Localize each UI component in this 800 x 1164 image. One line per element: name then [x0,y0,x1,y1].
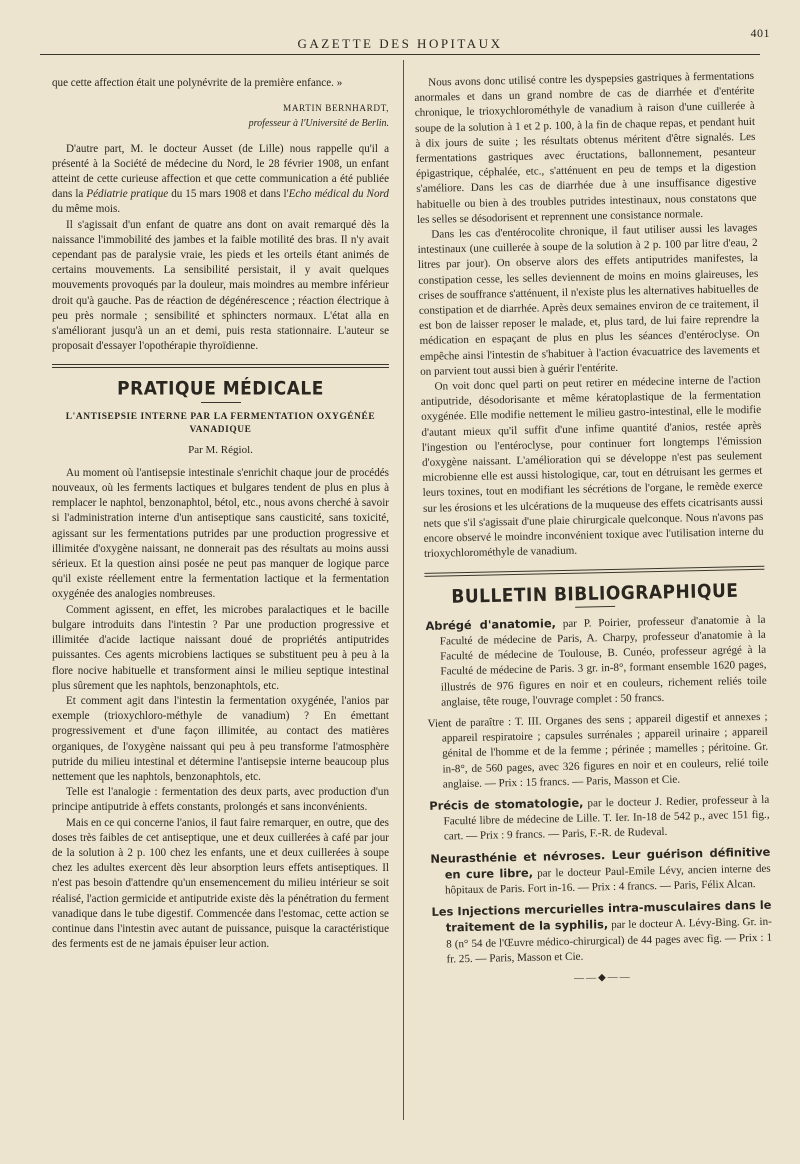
end-ornament: ——◆—— [573,971,632,984]
column-divider [403,60,404,1120]
bib-text: par P. Poirier, professeur d'anatomie à la Faculté de médecine de Paris, A. Charpy, professeur d'anatomie à la Faculté de médecine de Toulouse, B. Cunéo, professeur agrégé à la Faculté de médecine de Paris. 3 gr. in-8°, formant ensemble 1620 pages, illustrés de 976 figures en noir et en couleurs, richement reliés toile anglaise, tête rouge, l'ouvrage complet : 50 francs. [439,613,767,709]
paragraph-case: Il s'agissait d'un enfant de quatre ans dont on avait remarqué dès la naissance l'immobilité des jambes et la faible motilité des bras. Il n'y avait cependant pas de paralysie vraie, les pieds et les orteils étant animés de certains mouvements. La sensibilité persistait, il y avait quelques mouvements provoqués par la douleur, mais moindres au membre inférieur droit qu'à gauche. Pas de réaction de dégénérescence ; réaction électrique à peu près normale ; sensibilité et sphincters normaux. L'état alla en s'améliorant jusqu'à un an et demi, puis resta stationnaire. L'auteur se proposait d'essayer l'opothérapie thyroïdienne. [52,218,389,353]
continued-paragraph: que cette affection était une polynévrite de la première enfance. » [52,77,343,89]
paragraph: Dans les cas d'entérocolite chronique, il faut utiliser aussi les lavages intestinaux (une cuillerée à soupe de la solution à 2 p. 100 par litre d'eau, 2 litres par jour). On observe alors des effets antiputrides manifestes, la constipation cesse, les selles deviennent de moins en moins glaireuses, les crises de souffrance s'atténuent, il n'existe plus les alternatives habituelles de constipation et de diarrhée. Après deux semaines environ de ce traitement, il est bon de laisser reposer le malade, et, plus tard, de lui faire reprendre la médication en espaçant de plus en plus les séances d'entéroclyse. On empêche ainsi l'intestin de s'habituer à l'action évacuatrice des lavements et on parvient tout aussi bien à guérir l'entérite. [417,221,760,378]
paragraph: Comment agissent, en effet, les microbes paralactiques et le bacille bulgare introduits dans l'intestin ? Par une production progressive et illimitée d'acide lactique naissant doué de propriétés antiputrides puissantes. Ces agents microbiens lactiques se substituent peu à peu à la flore nocive habituelle et transforment ainsi le milieu septique intestinal plus sûrement que les naphtols, benzonaphtols, etc. [52,603,389,692]
masthead-rule [40,54,760,55]
paragraph: Mais en ce qui concerne l'anios, il faut faire remarquer, en outre, que des doses très faibles de cet antiseptique, une et deux cuillerées à café par jour de la solution à 2 p. 100 chez les enfants, une et deux cuillerées à soupe chez les adultes exercent dès leur absorption leurs effets antiseptiques. Il n'est pas besoin d'attendre qu'un ensemencement du milieu intérieur se soit réalisé, l'action germicide et antiputride existe dès la pénétration du ferment vanadique dans le tube digestif. Commencée dans l'estomac, cette action se continue dans l'intestin avec autant de puissance, puisque la caractéristique des ferments est de ne jamais épuiser leur action. [52,816,389,951]
paragraph: Au moment où l'antisepsie intestinale s'enrichit chaque jour de procédés nouveaux, où les ferments lactiques et bulgares tendent de plus en plus à remplacer le naphtol, benzonaphtol, bétol, etc., nous avons cherché à savoir si l'administration interne d'un antiseptique sans causticité, sans toxicité, agissant sur les fermentations putrides par une production progressive et illimitée d'oxygène naissant, ne donnerait pas des résultats au moins aussi sérieux. Et la question ainsi posée ne peut pas manquer de logique parce qu'il existe réellement entre la fermentation lactique et la fermentation oxygénée des analogies nombreuses. [52,466,389,601]
bibliography-list [425,611,772,967]
section-title-bulletin: BULLETIN BIBLIOGRAPHIQUE [451,579,739,608]
bib-text: Vient de paraître : T. III. Organes des sens ; appareil digestif et annexes ; appareil respiratoire ; capsules surrénales ; appareil urinaire ; appareil génital de l'homme et de la femme ; périnée ; mamelles ; péritoine. Gr. in-8°, de 560 pages, avec 326 figures en noir et en couleurs, relié toile anglaise. — Prix : 15 francs. — Paris, Masson et Cie. [427,710,769,791]
section-rule [52,364,389,368]
signature-role: professeur à l'Université de Berlin. [248,118,389,130]
section-rule [424,565,764,576]
journal-masthead: GAZETTE DES HOPITAUX [297,36,503,51]
signature-name: MARTIN BERNHARDT, [283,103,389,114]
paragraph: Telle est l'analogie : fermentation des deux parts, avec production d'un principe antiputride à effets constants, prolongés et sans inconvénients. [52,786,389,814]
left-column [52,76,389,952]
bib-entry [429,792,770,846]
bib-entry [427,710,769,793]
bib-title: Précis de stomatologie, [429,795,584,813]
paragraph: Nous avons donc utilisé contre les dyspepsies gastriques à fermentations anormales et dans un grand nombre de cas de diarrhée et d'entérite chronique, le trioxychlorométhyle de vanadium à raison d'une cuillerée à soupe de la solution à 1 et 2 p. 100, à la fin de chaque repas, et pendant huit à dix jours de suite ; les résultats obtenus méritent d'être signalés. Les fermentations gastriques avec éructations, ballonnement, pesanteur épigastrique, céphalée, etc., s'atténuent en peu de temps et la digestion s'améliore. Dans les cas de diarrhée due à une insuffisance digestive habituelle ou bien à des troubles putrides intestinaux, nous constatons que les selles se désodorisent et reprennent une consistance normale. [414,69,757,226]
paragraph: Et comment agit dans l'intestin la fermentation oxygénée, l'anios par exemple (trioxychloro-méthyle de vanadium) ? En émettant progressivement et d'une façon illimitée, au contact des matières organiques, de l'oxygène naissant qui peu à peu transforme l'atmosphère putride du milieu intestinal et détermine l'antisepsie interne beaucoup plus nettement que les naphtols, benzonaphtols, etc. [52,694,389,783]
bib-text: par le docteur J. Redier, professeur à la Faculté libre de médecine de Lille. T. Ier. In-18 de 542 p., avec 151 fig., cart. — Prix : 9 francs. — Paris, F.-R. de Rudeval. [443,793,770,843]
bib-entry [425,611,767,710]
paragraph: On voit donc quel parti on peut retirer en médecine interne de l'action antiputride, désodorisante et même kératoplastique de la fermentation oxygénée. Elle modifie nettement le milieu gastro-intestinal, elle le modifie d'autant mieux qu'il suffit d'une infime quantité d'anios, restée après l'ingestion ou l'entéroclyse, pour continuer fort longtemps l'émission d'oxygène naissant. L'amélioration qui se développe n'est pas seulement microbienne elle est aussi histologique, car, tout en détruisant les germes et leurs toxines, tout en modifiant les sécrétions de l'organe, le remède exerce sur les érosions et les ulcérations de la muqueuse des effets cicatrisants aussi nets que s'il s'agissait d'une plaie chirurgicale quelconque. Nous n'avons pas encore observé le moindre inconvénient toxique avec l'utilisation interne du trioxychlorométhyle de vanadium. [420,373,764,561]
section-title-pratique: PRATIQUE MÉDICALE [117,378,324,401]
title-rule [201,402,241,403]
paragraph-ausset: D'autre part, M. le docteur Ausset (de Lille) nous rappelle qu'il a présenté à la Société de médecine du Nord, le 28 février 1908, un enfant atteint de cette curieuse affection et que cette communication a été publiée dans la Pédiatrie pratique du 15 mars 1908 et dans l'Echo médical du Nord du même mois. [52,142,389,216]
bib-title: Neurasthénie et névroses. Leur guérison définitive en cure libre, [430,844,771,882]
right-column [414,69,773,989]
bib-text: par le docteur Paul-Emile Lévy, ancien interne des hôpitaux de Paris. Fort in-16. — Prix : 4 francs. — Paris, Félix Alcan. [444,862,771,897]
page-number: 401 [750,26,770,40]
article-title: L'ANTISEPSIE INTERNE PAR LA FERMENTATION OXYGÉNÉE VANADIQUE [65,411,376,435]
bib-entry [430,844,771,899]
bib-entry [431,898,772,968]
article-byline: Par M. Régiol. [188,443,253,456]
bib-title: Abrégé d'anatomie, [425,615,557,633]
bib-title: Les Injections mercurielles intra-musculaires dans le traitement de la syphilis, [431,897,772,935]
bib-text: par le docteur A. Lévy-Bing. Gr. in-8 (n° 54 de l'Œuvre médico-chirurgical) de 44 pages avec fig. — Prix : 1 fr. 25. — Paris, Masson et Cie. [446,916,773,966]
title-rule [575,606,615,608]
